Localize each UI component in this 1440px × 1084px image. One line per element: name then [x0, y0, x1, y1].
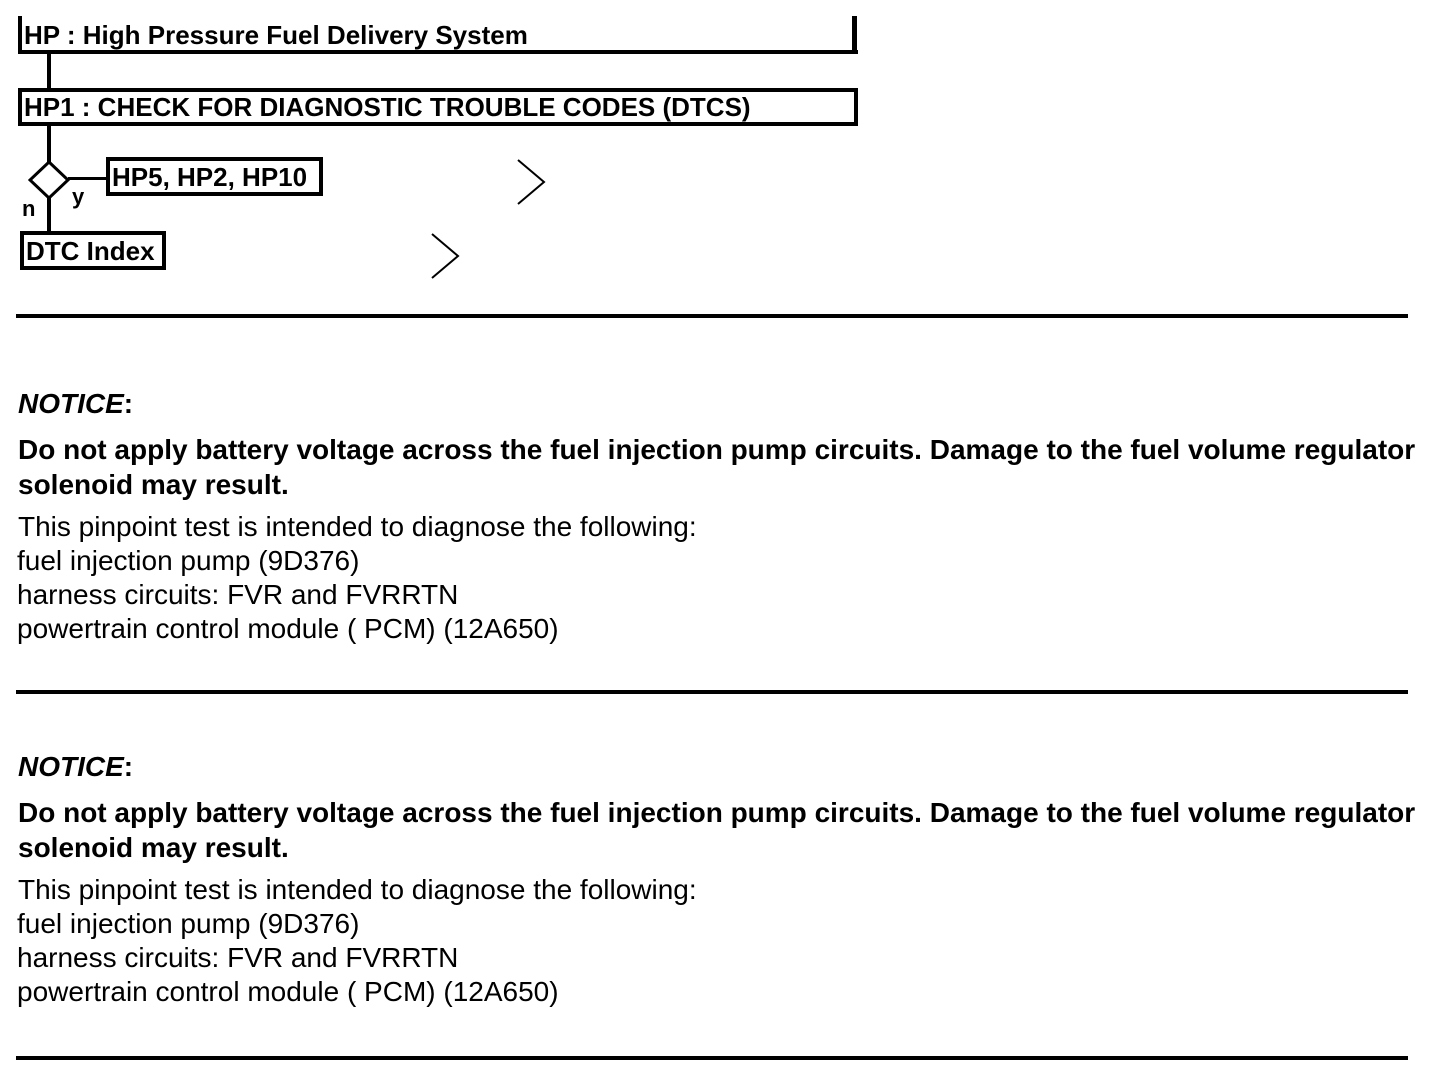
list-item: powertrain control module ( PCM) (12A650) [17, 976, 559, 1007]
notice-text: Do not apply battery voltage across the fuel injection pump circuits. Damage to the fuel volume regulator solenoid may result. [18, 797, 1416, 863]
section-divider [16, 690, 1408, 694]
yes-target-box[interactable] [106, 157, 323, 196]
notice-title: NOTICE: [18, 388, 134, 419]
connector-no [47, 198, 51, 232]
notice-section [18, 751, 1418, 1009]
notice-text: Do not apply battery voltage across the fuel injection pump circuits. Damage to the fuel volume regulator solenoid may result. [18, 434, 1416, 500]
connector-header-step1 [47, 54, 51, 88]
diamond-icon [28, 160, 70, 200]
no-target-label: DTC Index [26, 235, 155, 266]
list-item: powertrain control module ( PCM) (12A650) [17, 613, 559, 644]
flowchart-header [18, 16, 858, 54]
list-item: harness circuits: FVR and FVRRTN [17, 942, 459, 973]
list-item: harness circuits: FVR and FVRRTN [17, 579, 459, 610]
header-end-tick [852, 16, 857, 54]
no-target-box[interactable] [20, 231, 166, 270]
chevron-right-icon[interactable] [514, 158, 550, 206]
yes-target-label: HP5, HP2, HP10 [112, 161, 308, 192]
connector-step1-decision [47, 126, 51, 162]
notice-title: NOTICE: [18, 751, 134, 782]
step-hp1-label: HP1 : CHECK FOR DIAGNOSTIC TROUBLE CODES (DTCS) [24, 92, 751, 122]
section-divider [16, 1056, 1408, 1060]
list-item: fuel injection pump (9D376) [17, 545, 360, 576]
chevron-right-icon[interactable] [428, 232, 464, 280]
section-divider [16, 314, 1408, 318]
intro-text: This pinpoint test is intended to diagnose the following: [18, 874, 697, 905]
list-item: fuel injection pump (9D376) [17, 908, 360, 939]
flowchart-header-label: HP : High Pressure Fuel Delivery System [24, 20, 528, 50]
intro-text: This pinpoint test is intended to diagnose the following: [18, 511, 697, 542]
yes-label: y [72, 184, 85, 209]
no-label: n [22, 196, 36, 221]
connector-yes [68, 177, 108, 180]
notice-section [18, 388, 1418, 646]
step-hp1-box[interactable] [18, 88, 858, 126]
